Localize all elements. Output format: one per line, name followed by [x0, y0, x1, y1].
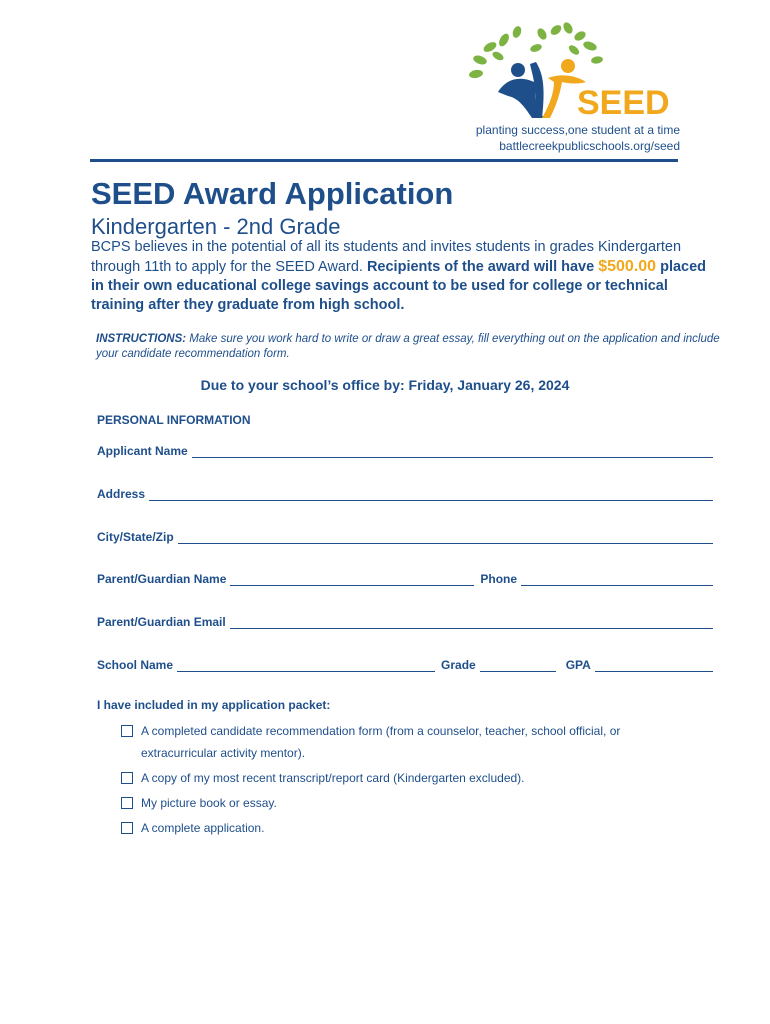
page-title: SEED Award Application	[91, 176, 454, 211]
grade-field[interactable]	[480, 659, 556, 672]
intro-paragraph	[91, 238, 711, 315]
applicant-name-field[interactable]	[192, 445, 713, 458]
city-state-zip-row	[97, 528, 713, 544]
parent-email-row	[97, 613, 713, 629]
personal-info-heading: PERSONAL INFORMATION	[97, 413, 251, 427]
applicant-name-label: Applicant Name	[97, 444, 188, 458]
gpa-field[interactable]	[595, 659, 713, 672]
packet-item-label: A complete application.	[141, 821, 265, 835]
phone-field[interactable]	[521, 573, 713, 586]
parent-email-label: Parent/Guardian Email	[97, 615, 226, 629]
checkbox[interactable]	[121, 772, 133, 784]
checkbox[interactable]	[121, 725, 133, 737]
intro-bold-text-2: placed in their own educational college savings account to be used for college or technical training after they graduate from high school.	[91, 259, 707, 313]
applicant-name-row	[97, 442, 713, 458]
packet-item-label: A completed candidate recommendation form (from a counselor, teacher, school official, or extracurricular activity mentor).	[141, 724, 621, 760]
checkbox[interactable]	[121, 822, 133, 834]
packet-item-application	[121, 817, 681, 839]
gpa-label: GPA	[565, 658, 591, 672]
packet-heading: I have included in my application packet:	[97, 698, 331, 712]
seed-logo-wordmark: SEED	[577, 84, 670, 122]
grade-label: Grade	[441, 658, 476, 672]
award-amount: $500.00	[598, 258, 657, 275]
tagline-motto: planting success,one student at a time	[475, 123, 680, 137]
school-grade-gpa-row	[97, 656, 713, 672]
packet-item-essay	[121, 792, 681, 814]
instructions-label: INSTRUCTIONS:	[96, 333, 187, 345]
header-divider	[90, 159, 678, 162]
packet-item-label: My picture book or essay.	[141, 796, 277, 810]
instructions-text: Make sure you work hard to write or draw a great essay, fill everything out on the application and include your candidate recommendation form.	[96, 333, 720, 360]
intro-text: BCPS believes in the potential of all its students and invites students in grades Kindergarten through 11th to apply for the SEED Award.	[91, 239, 682, 275]
parent-name-label: Parent/Guardian Name	[97, 572, 227, 586]
checkbox[interactable]	[121, 797, 133, 809]
tagline	[476, 122, 680, 154]
intro-bold-text: Recipients of the award will have	[366, 259, 599, 275]
city-state-zip-label: City/State/Zip	[97, 530, 174, 544]
school-name-field[interactable]	[177, 659, 435, 672]
parent-name-field[interactable]	[230, 573, 474, 586]
address-field[interactable]	[149, 488, 713, 501]
instructions	[96, 332, 720, 362]
city-state-zip-field[interactable]	[178, 531, 713, 544]
parent-email-field[interactable]	[230, 616, 713, 629]
school-name-label: School Name	[97, 658, 174, 672]
address-label: Address	[97, 487, 146, 501]
packet-item-transcript	[121, 767, 681, 789]
parent-phone-row	[97, 570, 713, 586]
page-subtitle: Kindergarten - 2nd Grade	[91, 214, 341, 239]
packet-item-recommendation	[121, 720, 681, 764]
address-row	[97, 485, 713, 501]
due-date: Due to your school’s office by: Friday, January 26, 2024	[200, 377, 570, 393]
phone-label: Phone	[480, 572, 518, 586]
packet-item-label: A copy of my most recent transcript/report card (Kindergarten excluded).	[141, 771, 525, 785]
tagline-website[interactable]: battlecreekpublicschools.org/seed	[499, 139, 680, 153]
